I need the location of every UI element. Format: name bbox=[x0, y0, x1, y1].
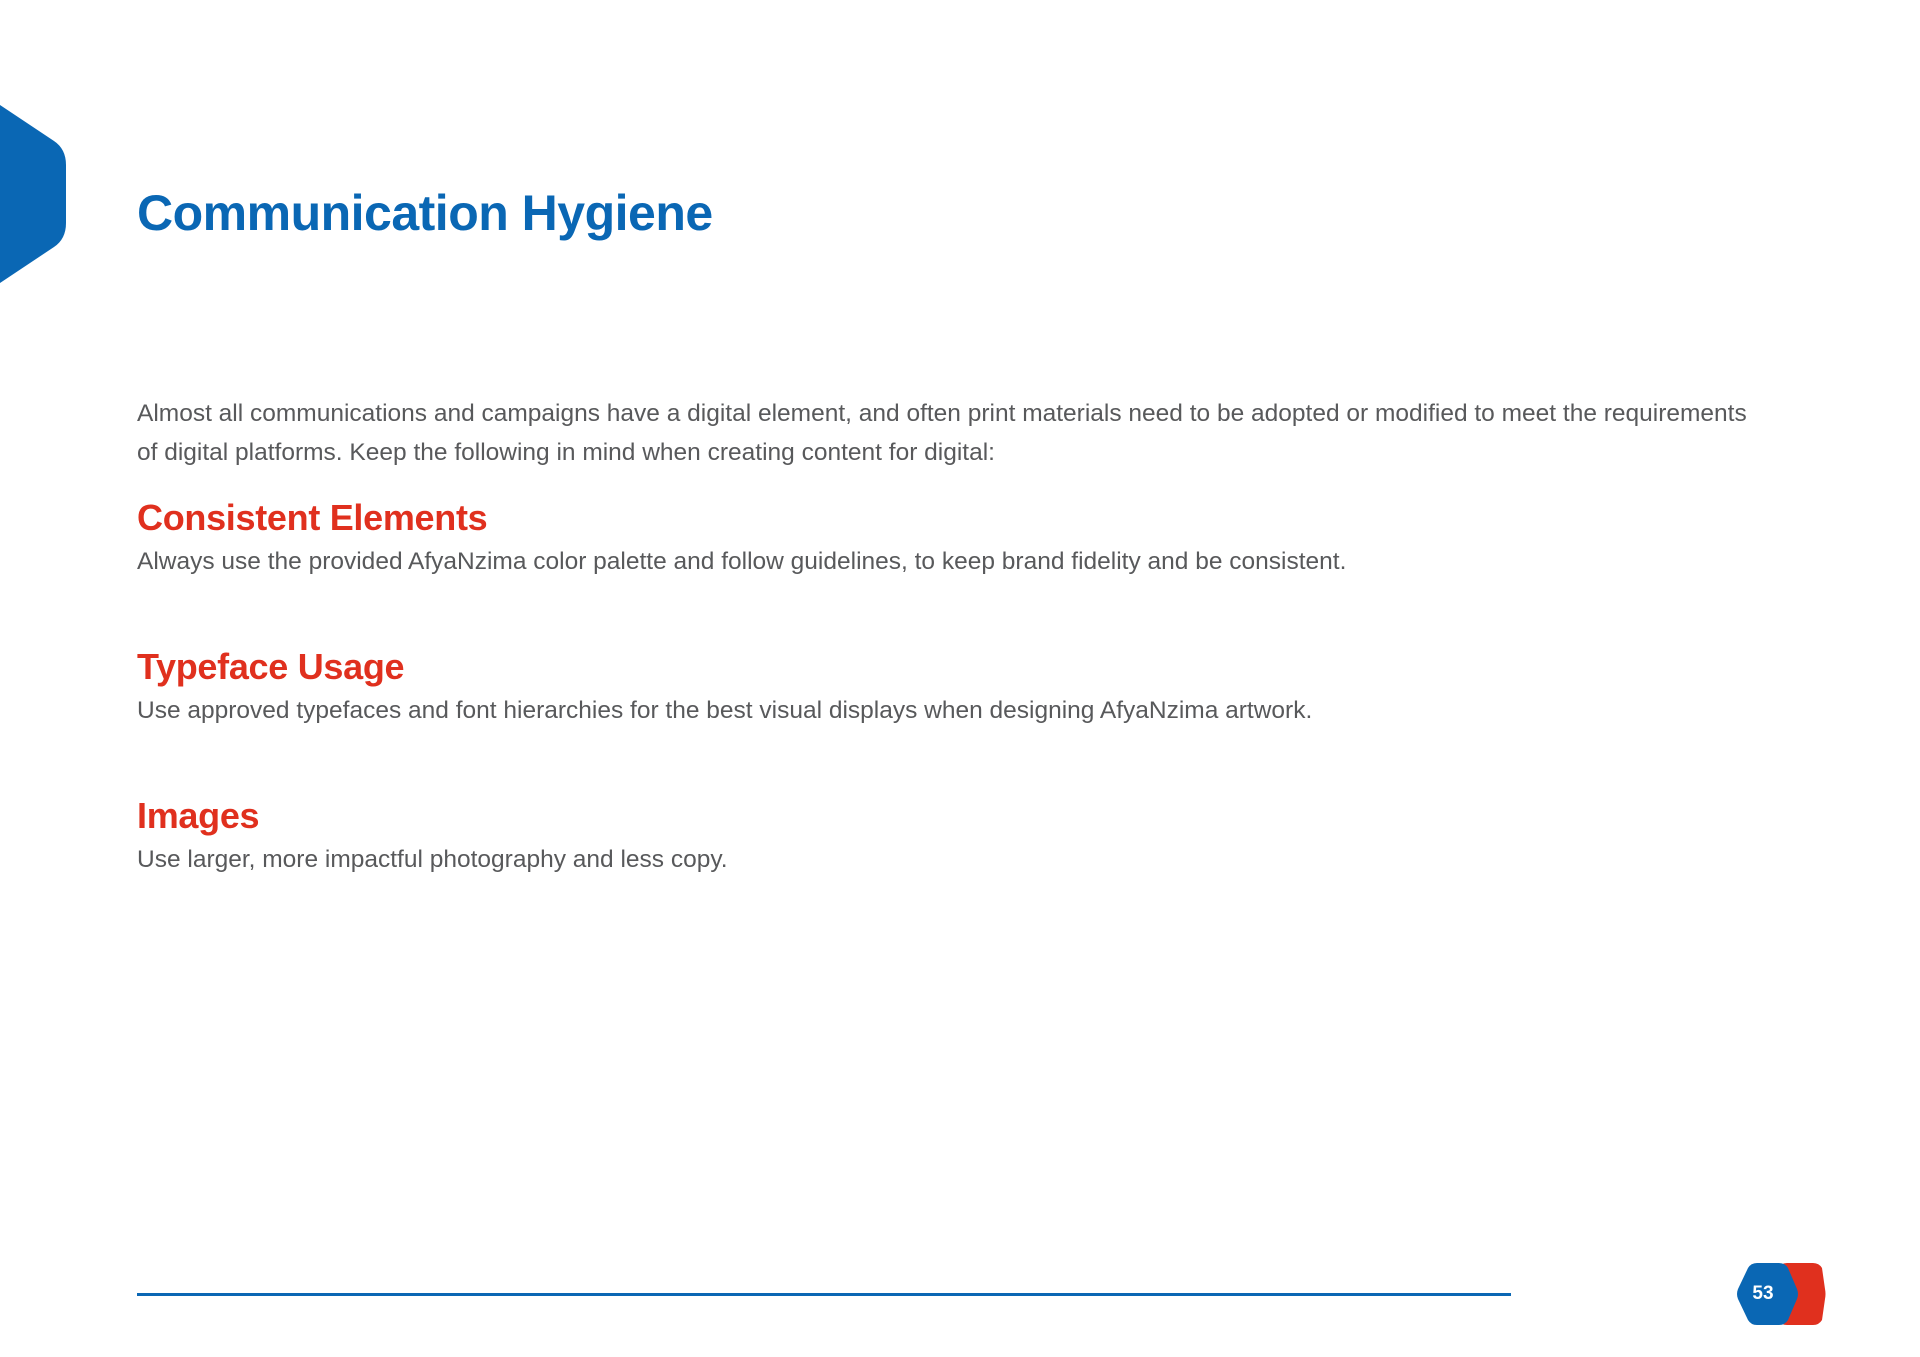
section-body-images: Use larger, more impactful photography and less copy. bbox=[137, 846, 728, 873]
footer-divider bbox=[137, 1293, 1511, 1296]
section-heading-images: Images bbox=[137, 795, 260, 836]
intro-paragraph: Almost all communications and campaigns have a digital element, and often print materials need to be adopted or modified to meet the requirements of digital platforms. Keep the following in mind when creating content for digital: bbox=[137, 400, 1747, 466]
section-heading-typeface-usage: Typeface Usage bbox=[137, 646, 405, 687]
page-number: 53 bbox=[1752, 1283, 1774, 1304]
page-title: Communication Hygiene bbox=[137, 185, 713, 241]
section-heading-consistent-elements: Consistent Elements bbox=[137, 497, 488, 538]
section-body-typeface-usage: Use approved typefaces and font hierarchies for the best visual displays when designing AfyaNzima artwork. bbox=[137, 697, 1313, 724]
section-body-consistent-elements: Always use the provided AfyaNzima color palette and follow guidelines, to keep brand fidelity and be consistent. bbox=[137, 548, 1347, 575]
corner-hexagon-decoration bbox=[0, 105, 70, 283]
